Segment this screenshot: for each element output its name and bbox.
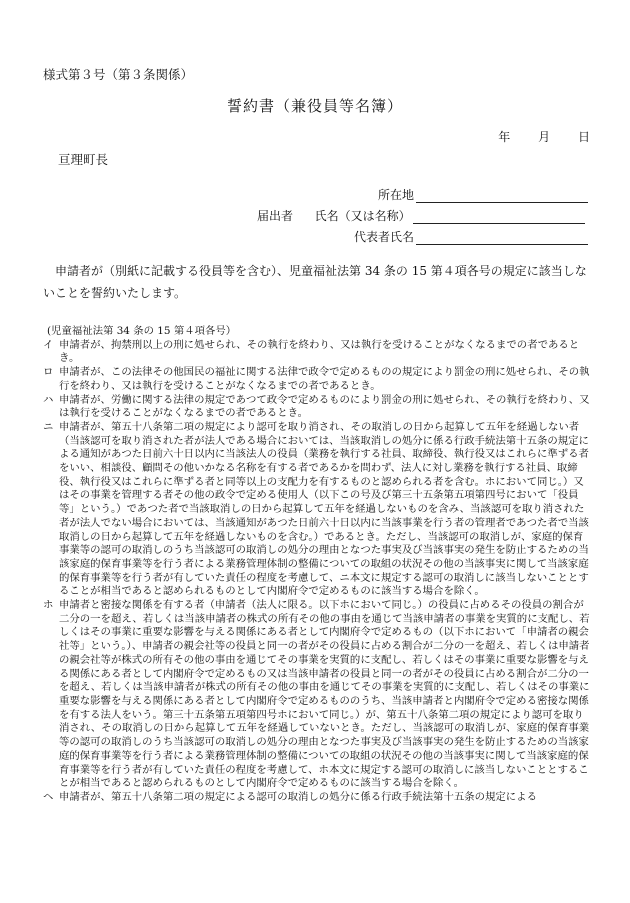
name-label: 氏名（又は名称）: [314, 209, 411, 223]
signer-name-row: [257, 207, 585, 224]
law-item-mark: ホ: [43, 599, 54, 612]
law-item-text: 申請者が、この法律その他国民の福祉に関する法律で政令で定めるものの規定により罰金の刑に処せられ、その執行を終わり、又は執行を受けることがなくなるまでの者であるとき。: [59, 366, 590, 392]
date-day: 日: [577, 130, 590, 144]
law-item: [43, 599, 591, 791]
law-item-mark: ハ: [43, 393, 54, 406]
law-item-mark: イ: [43, 338, 54, 351]
law-items: [43, 339, 591, 805]
law-item: [43, 421, 591, 599]
law-item-text: 申請者が、拘禁刑以上の刑に処せられ、その執行を終わり、又は執行を受けることがなくなるまでの者であるとき。: [59, 338, 580, 365]
representative-line[interactable]: [416, 231, 588, 245]
addressee: 亘理町長: [58, 152, 109, 167]
signer-address-row: [378, 186, 588, 203]
address-label: 所在地: [378, 188, 415, 202]
law-item-mark: ニ: [43, 420, 54, 433]
representative-label: 代表者氏名: [354, 230, 415, 244]
law-item-text: 申請者が、労働に関する法律の規定であつて政令で定めるものにより罰金の刑に処せられ、その執行を終わり、又は執行を受けることがなくなるまでの者であるとき。: [59, 393, 590, 420]
law-item: [43, 791, 591, 805]
law-item: [43, 394, 591, 421]
date-year: 年: [498, 130, 511, 144]
applicant-label: 届出者: [257, 209, 294, 223]
law-excerpt: [43, 325, 591, 805]
document-title: 誓約書（兼役員等名簿）: [226, 97, 403, 115]
law-heading: (児童福祉法第 34 条の 15 第４項各号）: [47, 325, 237, 337]
law-item-text: 申請者が、第五十八条第二項の規定により認可を取り消され、その取消しの日から起算して五年を経過しない者（当該認可を取り消された者が法人である場合においては、当該取消しの処分に係る行政手続法第十五条の規定による通知があつた日前六十日以内に当該法人の役員（業務を執行する社員、取締役、執行役又はこれらに準ずる者をいい、相談役、顧問その他いかなる名称を有する者であるかを問わず、法人に対し業務を執行する社員、取締役、執行役又はこれらに準ずる者と同等以上の支配力を有するものと認められる者を含む。ホにおいて同じ。）又はその事業を管理する者その他の政令で定める使用人（以下この号及び第三十五条第五項第四号において「役員等」という。）であつた者で当該取消しの日から起算して五年を経過しないものを含み、当該認可を取り消された者が法人でない場合においては、当該通知があつた日前六十日以内に当該事業を行う者の管理者であつた者で当該取消しの日から起算して五年を経過しないものを含む。）であるとき。ただし、当該認可の取消しが、家庭的保育事業等の認可の取消しのうち当該認可の取消しの処分の理由となつた事実及び当該事実の発生を防止するための当該家庭的保育事業等を行う者による業務管理体制の整備についての取組の状況その他の当該事実に関して当該家庭的保育事業等を行う者が有していた責任の程度を考慮して、ニ本文に規定する認可の取消しに該当しないこととすることが相当であると認められるものとして内閣府令で定めるものに該当する場合を除く。: [59, 420, 589, 598]
law-item-text: 申請者が、第五十八条第二項の規定による認可の取消しの処分に係る行政手続法第十五条の規定による: [59, 790, 537, 803]
law-item: [43, 339, 591, 366]
pledge-statement: 申請者が（別紙に記載する役員等を含む）、児童福祉法第 34 条の 15 第４項各号の規定に該当しないことを誓約いたします。: [43, 264, 587, 300]
name-line[interactable]: [413, 210, 585, 224]
form-number: 様式第３号（第３条関係）: [43, 67, 194, 82]
law-item: [43, 366, 591, 393]
law-item-mark: ロ: [43, 366, 54, 379]
signer-rep-row: [354, 228, 588, 245]
date-month: 月: [538, 130, 551, 144]
date-line: [480, 128, 590, 145]
address-line[interactable]: [416, 189, 588, 203]
law-item-text: 申請者と密接な関係を有する者（申請者（法人に限る。以下ホにおいて同じ。）の役員に占めるその役員の割合が二分の一を超え、若しくは当該申請者の株式の所有その他の事由を通じて当該申請者の事業を実質的に支配し、若しくはその事業に重要な影響を与える関係にある者として内閣府令で定めるもの（以下ホにおいて「申請者の親会社等」という。）、申請者の親会社等の役員と同一の者がその役員に占める割合が二分の一を超え、若しくは申請者の親会社等が株式の所有その他の事由を通じてその事業を実質的に支配し、若しくはその事業に重要な影響を与える関係にある者として内閣府令で定めるもの又は当該申請者の役員と同一の者がその役員に占める割合が二分の一を超え、若しくは当該申請者が株式の所有その他の事由を通じてその事業を実質的に支配し、若しくはその事業に重要な影響を与える関係にある者として内閣府令で定めるもののうち、当該申請者と内閣府令で定める密接な関係を有する法人をいう。第三十五条第五項第四号ホにおいて同じ。）が、第五十八条第二項の規定により認可を取り消され、その取消しの日から起算して五年を経過していないとき。ただし、当該認可の取消しが、家庭的保育事業等の認可の取消しのうち当該認可の取消しの処分の理由となつた事実及び当該事実の発生を防止するための当該家庭的保育事業等を行う者による業務管理体制の整備についての取組の状況その他の当該事実に関して当該家庭的保育事業等を行う者が有していた責任の程度を考慮して、ホ本文に規定する認可の取消しに該当しないこととすることが相当であると認められるものとして内閣府令で定めるものに該当する場合を除く。: [59, 599, 590, 790]
law-item-mark: ヘ: [43, 790, 54, 803]
